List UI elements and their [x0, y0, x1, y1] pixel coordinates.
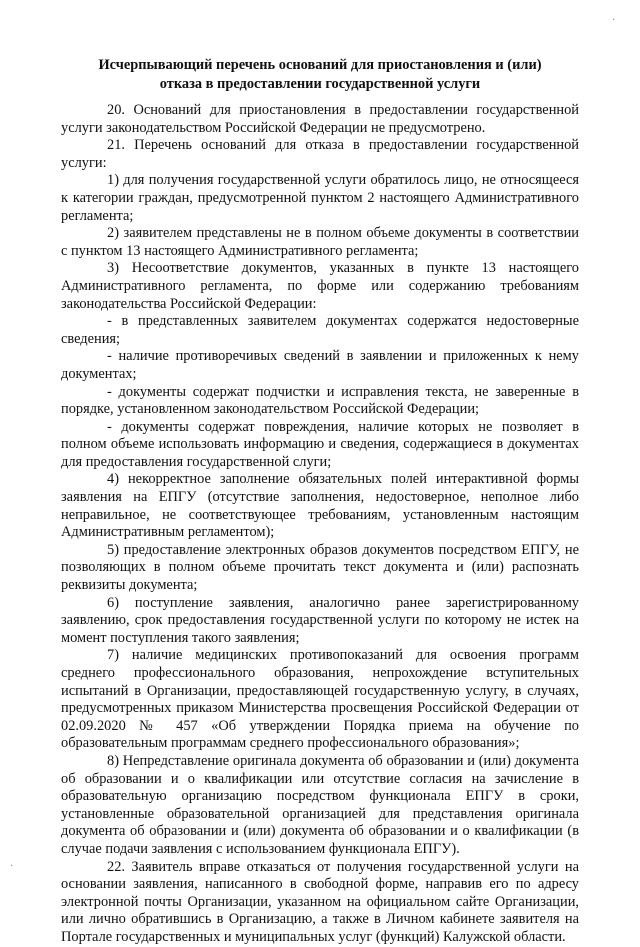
section-heading-line-2: отказа в предоставлении государственной услуги [159, 76, 481, 92]
list-item-2: 2) заявителем представлены не в полном объеме документы в соответствии с пунктом 13 настоящего Административного регламента; [61, 225, 579, 259]
sub-item-1: - в представленных заявителем документах содержатся недостоверные сведения; [61, 313, 579, 347]
list-item-7: 7) наличие медицинских противопоказаний для освоения программ среднего профессионального образования, непрохождение вступительных испытаний в Организации, предоставляющей государственную услугу, в случаях, предусмотренных приказом Министерства просвещения Российской Федерации от 02.09.2020 № 457 «Об утверждении Порядка приема на обучение по образовательным программам среднего профессионального образования»; [61, 647, 579, 752]
document-body [61, 102, 579, 947]
scan-dot-mark: . [10, 858, 14, 869]
paragraph-22: 22. Заявитель вправе отказаться от получения государственной услуги на основании заявления, написанного в свободной форме, направив его по адресу электронной почты Организации, указанном на официальном сайте Организации, или лично обратившись в Организацию, а также в Личном кабинете заявителя на Портале государственных и муниципальных услуг (функций) Калужской области. [61, 858, 579, 945]
section-heading-line-1: Исчерпывающий перечень оснований для приостановления и (или) [98, 57, 542, 73]
paragraph-20: 20. Оснований для приостановления в предоставлении государственной услуги законодательством Российской Федерации не предусмотрено. [61, 102, 579, 136]
list-item-8: 8) Непредставление оригинала документа об образовании и (или) документа об образовании и о квалификации или отсутствие согласия на зачисление в образовательную организацию посредством функционала ЕПГУ в сроки, установленные образовательной организацией для представления оригинала документа об образовании и (или) документа об образовании и о квалификации (в случае подачи заявления с использованием функционала ЕПГУ). [61, 752, 579, 857]
list-item-3: 3) Несоответствие документов, указанных в пункте 13 настоящего Административного регламента, по форме или содержанию требованиям законодательства Российской Федерации: [61, 260, 579, 312]
sub-item-4: - документы содержат повреждения, наличие которых не позволяет в полном объеме использовать информацию и сведения, содержащиеся в документах для предоставления государственной слуги; [61, 418, 579, 470]
list-item-5: 5) предоставление электронных образов документов посредством ЕПГУ, не позволяющих в полном объеме прочитать текст документа и (или) распознать реквизиты документа; [61, 541, 579, 594]
list-item-1: 1) для получения государственной услуги обратилось лицо, не относящееся к категории граждан, предусмотренной пунктом 2 настоящего Административного регламента; [61, 172, 579, 224]
list-item-6: 6) поступление заявления, аналогично ранее зарегистрированному заявлению, срок предоставления государственной услуги по которому не истек на момент поступления такого заявления; [61, 594, 579, 646]
section-heading [0, 56, 640, 94]
paragraph-21: 21. Перечень оснований для отказа в предоставлении государственной услуги: [61, 137, 579, 171]
list-item-4: 4) некорректное заполнение обязательных полей интерактивной формы заявления на ЕПГУ (отсутствие заполнения, недостоверное, неполное либо неправильное, не соответствующее требованиям, установленным настоящим Административным регламентом); [61, 471, 579, 541]
scan-dot-mark-top: . [612, 12, 616, 23]
sub-item-3: - документы содержат подчистки и исправления текста, не заверенные в порядке, установленном законодательством Российской Федерации; [61, 383, 579, 418]
sub-item-2: - наличие противоречивых сведений в заявлении и приложенных к нему документах; [61, 348, 579, 382]
